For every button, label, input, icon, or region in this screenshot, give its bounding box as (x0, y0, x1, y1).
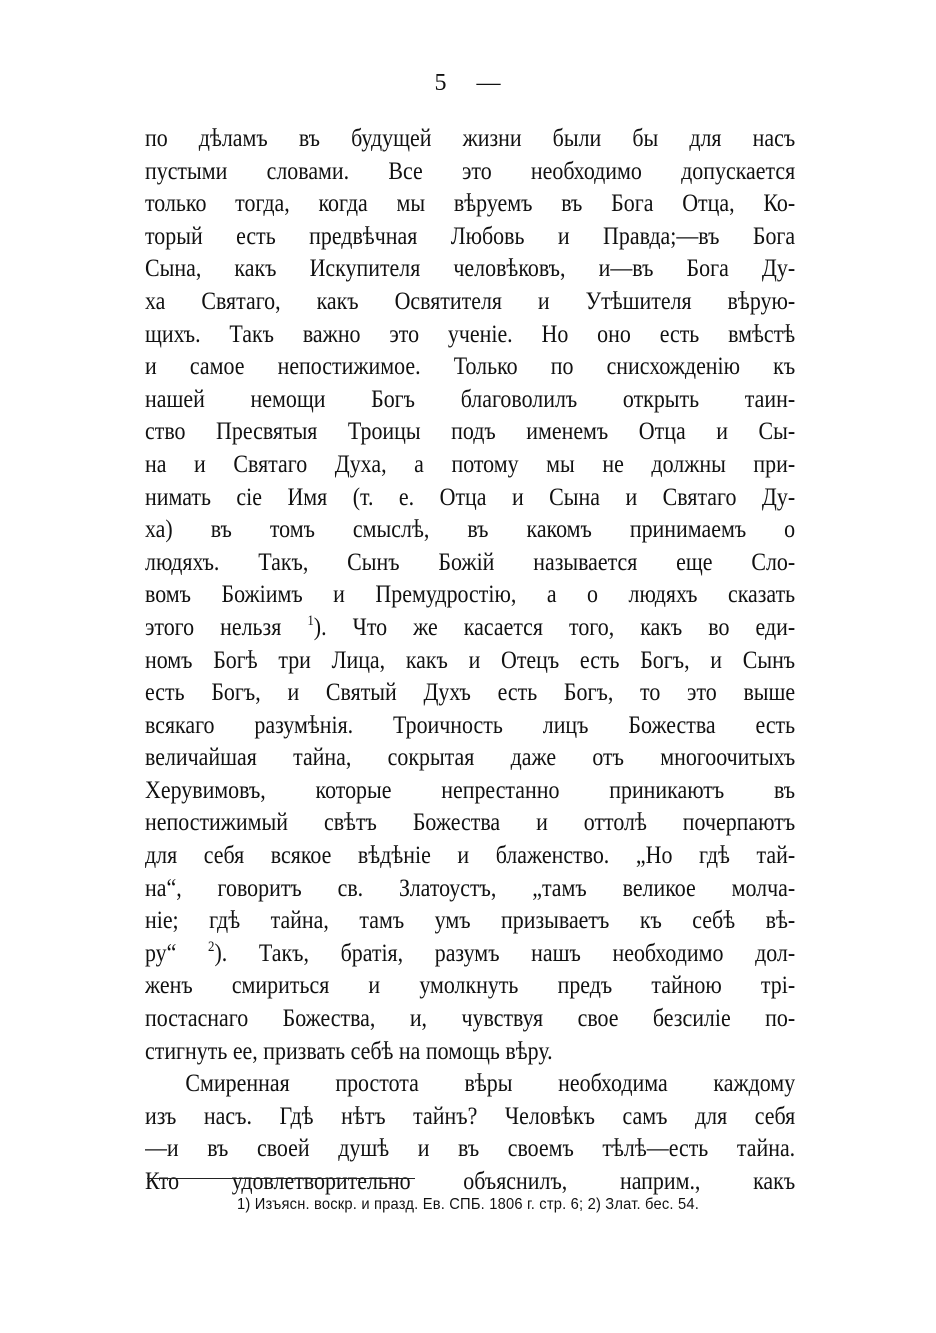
text-line: только тогда, когда мы вѣруемъ въ Бога Отца, Ко- (145, 188, 796, 218)
text-line: ство Пресвятыя Троицы подъ именемъ Отца и Сы- (145, 416, 796, 446)
page-header (0, 70, 936, 97)
text-line: величайшая тайна, сокрытая даже отъ многоочитыхъ (145, 742, 796, 772)
text-line: изъ насъ. Гдѣ нѣтъ тайнъ? Человѣкъ самъ для себя (145, 1100, 796, 1130)
text-line: Херувимовъ, которые непрестанно приникаютъ въ (145, 774, 796, 804)
text-line: на“, говоритъ св. Златоустъ, „тамъ великое молча- (145, 872, 796, 902)
text-line: нашей немощи Богъ благоволилъ открыть таин- (145, 383, 796, 413)
page-number: 5 (434, 70, 448, 96)
line-text: этого нельзя (145, 611, 282, 641)
text-line: для себя всякое вѣдѣніе и блаженство. „Но гдѣ тай- (145, 840, 796, 870)
text-line: людяхъ. Такъ, Сынъ Божій называется еще Сло- (145, 546, 796, 576)
text-line: всякаго разумѣнія. Троичность лицъ Божества есть (145, 709, 796, 739)
header-dash: — (476, 70, 502, 96)
line-text: ). Что же касается того, какъ во еди- (313, 611, 796, 641)
text-line: вомъ Божіимъ и Премудростію, а о людяхъ сказать (145, 579, 796, 609)
text-line-with-footnote (145, 611, 795, 644)
text-line: Кто удовлетворительно объяснилъ, наприм., какъ (145, 1166, 796, 1195)
line-text: ). Такъ, братія, разумъ нашъ необходимо дол- (214, 937, 796, 967)
text-line: ха) въ томъ смыслѣ, въ какомъ принимаемъ о (145, 514, 796, 544)
footnote-ref-1: 1 (307, 612, 314, 629)
text-line: пустыми словами. Все это необходимо допускается (145, 155, 796, 185)
text-line: стигнуть ее, призвать себѣ на помощь вѣру. (145, 1035, 553, 1065)
line-text: ру“ (145, 937, 177, 967)
text-line-with-footnote (145, 937, 795, 970)
footnote-divider (147, 1178, 415, 1179)
text-line: непостижимый свѣтъ Божества и оттолѣ почерпаютъ (145, 807, 796, 837)
text-line: по дѣламъ въ будущей жизни были бы для насъ (145, 123, 796, 152)
text-line: щихъ. Такъ важно это ученіе. Но оно есть вмѣстѣ (145, 318, 796, 348)
text-line: ніе; гдѣ тайна, тамъ умъ призываетъ къ себѣ вѣ- (145, 905, 796, 935)
footnote: 1) Изъясн. воскр. и празд. Ев. СПБ. 1806 г. стр. 6; 2) Злат. бес. 54. (237, 1196, 699, 1213)
footnote-ref-2: 2 (208, 938, 215, 955)
text-line: —и въ своей душѣ и въ своемъ тѣлѣ—есть тайна. (145, 1133, 796, 1163)
text-line: номъ Богѣ три Лица, какъ и Отецъ есть Богъ, и Сынъ (145, 644, 796, 674)
text-line: Сына, какъ Искупителя человѣковъ, и—въ Бога Ду- (145, 253, 796, 283)
body-text (145, 122, 795, 1198)
text-line: торый есть предвѣчная Любовь и Правда;—въ Бога (145, 220, 796, 250)
text-line: и самое непостижимое. Только по снисхожденію къ (145, 351, 796, 381)
text-line: нимать сіе Имя (т. е. Отца и Сына и Святаго Ду- (145, 481, 796, 511)
text-line: постаснаго Божества, и, чувствуя свое безсиліе по- (145, 1003, 796, 1033)
text-line: женъ смириться и умолкнуть предъ тайною трі- (145, 970, 796, 1000)
text-line: есть Богъ, и Святый Духъ есть Богъ, то это выше (145, 677, 796, 707)
text-line: на и Святаго Духа, а потому мы не должны при- (145, 448, 796, 478)
paragraph-start-line: Смиренная простота вѣры необходима каждому (185, 1068, 796, 1098)
text-line: ха Святаго, какъ Освятителя и Утѣшителя вѣрую- (145, 285, 796, 315)
